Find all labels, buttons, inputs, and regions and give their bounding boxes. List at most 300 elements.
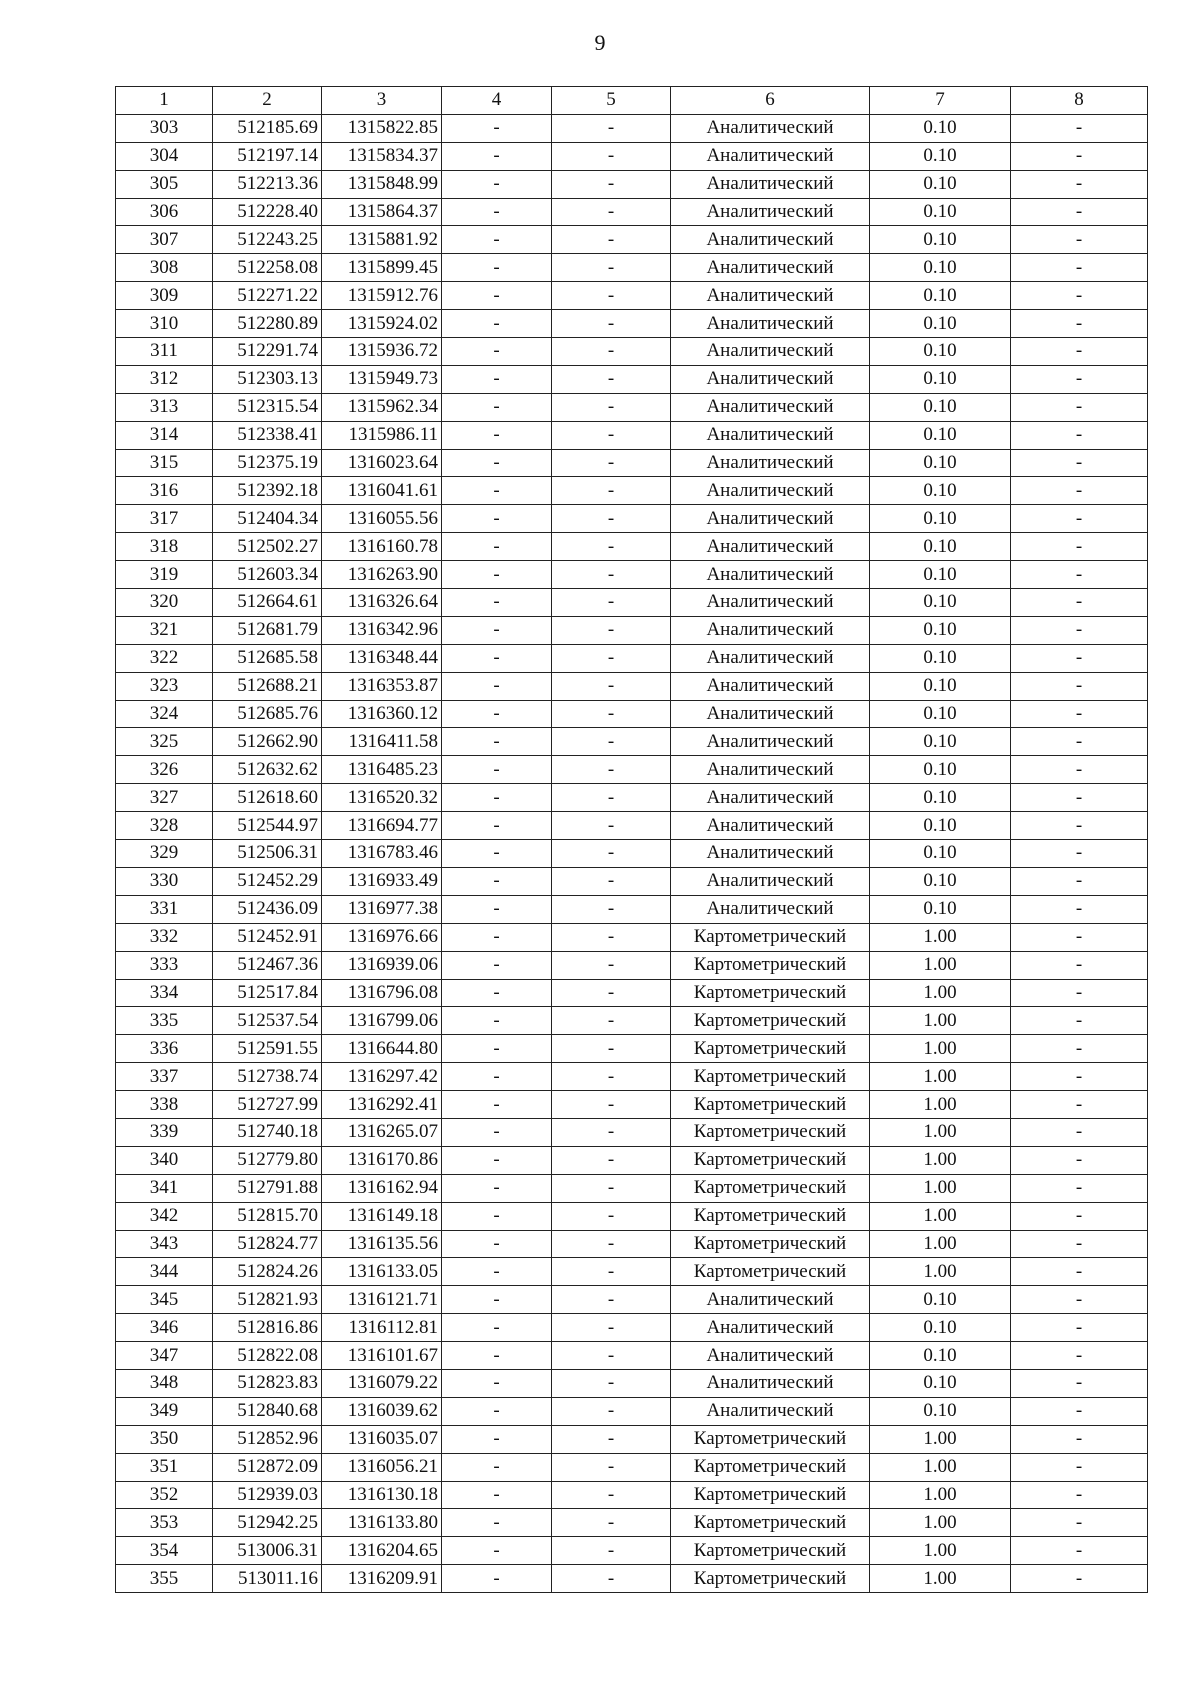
cell-col-8: -	[1011, 282, 1148, 310]
table-row	[116, 616, 1148, 644]
cell-accuracy: 0.10	[870, 114, 1011, 142]
cell-accuracy: 1.00	[870, 979, 1011, 1007]
cell-method: Аналитический	[671, 616, 870, 644]
cell-x-coordinate: 512852.96	[213, 1425, 322, 1453]
table-row	[116, 310, 1148, 338]
table-row	[116, 1258, 1148, 1286]
cell-col-4: -	[442, 1453, 552, 1481]
cell-method: Картометрический	[671, 1453, 870, 1481]
cell-col-4: -	[442, 1063, 552, 1091]
cell-point-number: 309	[116, 282, 213, 310]
cell-point-number: 337	[116, 1063, 213, 1091]
table-row	[116, 1202, 1148, 1230]
cell-col-5: -	[552, 477, 671, 505]
cell-col-4: -	[442, 142, 552, 170]
cell-accuracy: 0.10	[870, 589, 1011, 617]
cell-x-coordinate: 512392.18	[213, 477, 322, 505]
cell-col-4: -	[442, 1397, 552, 1425]
cell-col-8: -	[1011, 254, 1148, 282]
cell-accuracy: 0.10	[870, 895, 1011, 923]
cell-method: Аналитический	[671, 533, 870, 561]
cell-method: Картометрический	[671, 1063, 870, 1091]
cell-y-coordinate: 1315822.85	[322, 114, 442, 142]
column-header-8: 8	[1011, 87, 1148, 115]
cell-x-coordinate: 512228.40	[213, 198, 322, 226]
cell-x-coordinate: 512685.76	[213, 700, 322, 728]
cell-y-coordinate: 1315962.34	[322, 393, 442, 421]
table-row	[116, 393, 1148, 421]
cell-method: Аналитический	[671, 338, 870, 366]
table-row	[116, 895, 1148, 923]
cell-x-coordinate: 512338.41	[213, 421, 322, 449]
cell-x-coordinate: 512685.58	[213, 644, 322, 672]
table-row	[116, 1007, 1148, 1035]
cell-method: Картометрический	[671, 1481, 870, 1509]
cell-accuracy: 0.10	[870, 756, 1011, 784]
table-row	[116, 1063, 1148, 1091]
cell-col-8: -	[1011, 1063, 1148, 1091]
cell-x-coordinate: 512824.26	[213, 1258, 322, 1286]
cell-col-4: -	[442, 561, 552, 589]
cell-y-coordinate: 1316977.38	[322, 895, 442, 923]
table-row	[116, 1369, 1148, 1397]
cell-method: Аналитический	[671, 282, 870, 310]
cell-col-8: -	[1011, 114, 1148, 142]
cell-col-8: -	[1011, 421, 1148, 449]
table-row	[116, 1537, 1148, 1565]
cell-x-coordinate: 512185.69	[213, 114, 322, 142]
table-row	[116, 1425, 1148, 1453]
column-header-3: 3	[322, 87, 442, 115]
cell-method: Картометрический	[671, 1146, 870, 1174]
cell-y-coordinate: 1316023.64	[322, 449, 442, 477]
cell-point-number: 303	[116, 114, 213, 142]
cell-col-8: -	[1011, 1565, 1148, 1593]
cell-point-number: 323	[116, 672, 213, 700]
cell-col-4: -	[442, 505, 552, 533]
cell-method: Аналитический	[671, 114, 870, 142]
cell-col-5: -	[552, 449, 671, 477]
cell-x-coordinate: 512404.34	[213, 505, 322, 533]
cell-y-coordinate: 1316976.66	[322, 923, 442, 951]
cell-accuracy: 1.00	[870, 1174, 1011, 1202]
cell-accuracy: 0.10	[870, 477, 1011, 505]
cell-y-coordinate: 1316149.18	[322, 1202, 442, 1230]
cell-x-coordinate: 512591.55	[213, 1035, 322, 1063]
cell-point-number: 341	[116, 1174, 213, 1202]
table-row	[116, 254, 1148, 282]
cell-accuracy: 0.10	[870, 198, 1011, 226]
cell-x-coordinate: 512197.14	[213, 142, 322, 170]
cell-point-number: 311	[116, 338, 213, 366]
cell-col-4: -	[442, 840, 552, 868]
cell-y-coordinate: 1316035.07	[322, 1425, 442, 1453]
cell-col-5: -	[552, 784, 671, 812]
cell-col-4: -	[442, 114, 552, 142]
cell-point-number: 318	[116, 533, 213, 561]
cell-x-coordinate: 512815.70	[213, 1202, 322, 1230]
cell-method: Аналитический	[671, 142, 870, 170]
cell-point-number: 353	[116, 1509, 213, 1537]
cell-method: Картометрический	[671, 1230, 870, 1258]
cell-col-8: -	[1011, 1314, 1148, 1342]
table-row	[116, 867, 1148, 895]
cell-method: Аналитический	[671, 784, 870, 812]
cell-accuracy: 1.00	[870, 1537, 1011, 1565]
cell-col-8: -	[1011, 1258, 1148, 1286]
cell-col-4: -	[442, 365, 552, 393]
cell-point-number: 335	[116, 1007, 213, 1035]
table-row	[116, 923, 1148, 951]
cell-point-number: 349	[116, 1397, 213, 1425]
cell-col-8: -	[1011, 840, 1148, 868]
cell-col-4: -	[442, 1509, 552, 1537]
cell-method: Картометрический	[671, 1202, 870, 1230]
cell-col-8: -	[1011, 198, 1148, 226]
cell-point-number: 348	[116, 1369, 213, 1397]
cell-y-coordinate: 1315834.37	[322, 142, 442, 170]
cell-col-8: -	[1011, 226, 1148, 254]
cell-col-5: -	[552, 616, 671, 644]
cell-y-coordinate: 1316265.07	[322, 1118, 442, 1146]
cell-col-8: -	[1011, 505, 1148, 533]
cell-point-number: 316	[116, 477, 213, 505]
cell-col-4: -	[442, 756, 552, 784]
cell-method: Картометрический	[671, 923, 870, 951]
cell-x-coordinate: 513011.16	[213, 1565, 322, 1593]
cell-x-coordinate: 512375.19	[213, 449, 322, 477]
cell-x-coordinate: 512872.09	[213, 1453, 322, 1481]
cell-method: Аналитический	[671, 644, 870, 672]
cell-x-coordinate: 512506.31	[213, 840, 322, 868]
table-row	[116, 672, 1148, 700]
cell-y-coordinate: 1316292.41	[322, 1091, 442, 1119]
cell-point-number: 306	[116, 198, 213, 226]
cell-col-5: -	[552, 1286, 671, 1314]
cell-method: Аналитический	[671, 589, 870, 617]
cell-col-8: -	[1011, 589, 1148, 617]
cell-x-coordinate: 512502.27	[213, 533, 322, 561]
column-header-6: 6	[671, 87, 870, 115]
cell-col-5: -	[552, 867, 671, 895]
coordinates-table	[115, 86, 1148, 1593]
cell-point-number: 315	[116, 449, 213, 477]
cell-col-4: -	[442, 1342, 552, 1370]
cell-method: Картометрический	[671, 1537, 870, 1565]
table-row	[116, 449, 1148, 477]
cell-col-5: -	[552, 1397, 671, 1425]
cell-x-coordinate: 512618.60	[213, 784, 322, 812]
cell-accuracy: 1.00	[870, 1565, 1011, 1593]
cell-x-coordinate: 512436.09	[213, 895, 322, 923]
cell-point-number: 333	[116, 951, 213, 979]
cell-y-coordinate: 1316112.81	[322, 1314, 442, 1342]
cell-accuracy: 0.10	[870, 700, 1011, 728]
cell-accuracy: 0.10	[870, 644, 1011, 672]
cell-col-4: -	[442, 198, 552, 226]
cell-col-5: -	[552, 895, 671, 923]
cell-col-8: -	[1011, 672, 1148, 700]
cell-accuracy: 0.10	[870, 393, 1011, 421]
cell-accuracy: 1.00	[870, 1425, 1011, 1453]
table-row	[116, 840, 1148, 868]
cell-method: Аналитический	[671, 393, 870, 421]
cell-method: Аналитический	[671, 756, 870, 784]
cell-point-number: 352	[116, 1481, 213, 1509]
cell-x-coordinate: 512824.77	[213, 1230, 322, 1258]
cell-col-8: -	[1011, 310, 1148, 338]
cell-y-coordinate: 1316297.42	[322, 1063, 442, 1091]
cell-col-8: -	[1011, 895, 1148, 923]
cell-col-5: -	[552, 1314, 671, 1342]
cell-y-coordinate: 1315881.92	[322, 226, 442, 254]
table-row	[116, 951, 1148, 979]
cell-point-number: 310	[116, 310, 213, 338]
cell-x-coordinate: 512816.86	[213, 1314, 322, 1342]
cell-col-4: -	[442, 1425, 552, 1453]
cell-point-number: 351	[116, 1453, 213, 1481]
cell-col-8: -	[1011, 700, 1148, 728]
cell-x-coordinate: 512688.21	[213, 672, 322, 700]
cell-point-number: 343	[116, 1230, 213, 1258]
cell-y-coordinate: 1316209.91	[322, 1565, 442, 1593]
cell-x-coordinate: 512452.91	[213, 923, 322, 951]
table-row	[116, 1118, 1148, 1146]
cell-y-coordinate: 1315924.02	[322, 310, 442, 338]
cell-col-4: -	[442, 477, 552, 505]
cell-col-5: -	[552, 1007, 671, 1035]
cell-col-8: -	[1011, 1146, 1148, 1174]
cell-point-number: 313	[116, 393, 213, 421]
cell-accuracy: 1.00	[870, 1481, 1011, 1509]
cell-col-4: -	[442, 310, 552, 338]
cell-accuracy: 1.00	[870, 1509, 1011, 1537]
table-row	[116, 1453, 1148, 1481]
cell-col-4: -	[442, 951, 552, 979]
cell-method: Картометрический	[671, 1091, 870, 1119]
cell-accuracy: 0.10	[870, 812, 1011, 840]
cell-accuracy: 0.10	[870, 1314, 1011, 1342]
cell-method: Картометрический	[671, 951, 870, 979]
cell-col-8: -	[1011, 338, 1148, 366]
cell-point-number: 347	[116, 1342, 213, 1370]
cell-accuracy: 0.10	[870, 170, 1011, 198]
cell-y-coordinate: 1316039.62	[322, 1397, 442, 1425]
cell-x-coordinate: 512517.84	[213, 979, 322, 1007]
cell-accuracy: 1.00	[870, 1118, 1011, 1146]
cell-col-8: -	[1011, 728, 1148, 756]
cell-accuracy: 0.10	[870, 310, 1011, 338]
cell-accuracy: 0.10	[870, 282, 1011, 310]
cell-col-5: -	[552, 114, 671, 142]
cell-point-number: 339	[116, 1118, 213, 1146]
cell-col-4: -	[442, 254, 552, 282]
cell-accuracy: 0.10	[870, 505, 1011, 533]
cell-col-8: -	[1011, 1118, 1148, 1146]
cell-col-4: -	[442, 393, 552, 421]
cell-accuracy: 0.10	[870, 421, 1011, 449]
cell-y-coordinate: 1316326.64	[322, 589, 442, 617]
table-row	[116, 1509, 1148, 1537]
cell-y-coordinate: 1316520.32	[322, 784, 442, 812]
cell-method: Аналитический	[671, 505, 870, 533]
cell-method: Аналитический	[671, 477, 870, 505]
cell-y-coordinate: 1316360.12	[322, 700, 442, 728]
cell-method: Аналитический	[671, 1286, 870, 1314]
table-body	[116, 114, 1148, 1592]
cell-accuracy: 1.00	[870, 1091, 1011, 1119]
cell-point-number: 327	[116, 784, 213, 812]
cell-method: Аналитический	[671, 895, 870, 923]
cell-col-5: -	[552, 170, 671, 198]
cell-y-coordinate: 1316644.80	[322, 1035, 442, 1063]
cell-point-number: 308	[116, 254, 213, 282]
cell-x-coordinate: 512727.99	[213, 1091, 322, 1119]
table-row	[116, 784, 1148, 812]
table-row	[116, 756, 1148, 784]
cell-col-5: -	[552, 282, 671, 310]
table-row	[116, 812, 1148, 840]
cell-col-5: -	[552, 1425, 671, 1453]
cell-col-8: -	[1011, 1230, 1148, 1258]
cell-col-4: -	[442, 672, 552, 700]
cell-method: Аналитический	[671, 1369, 870, 1397]
cell-x-coordinate: 512544.97	[213, 812, 322, 840]
cell-y-coordinate: 1316411.58	[322, 728, 442, 756]
cell-y-coordinate: 1316799.06	[322, 1007, 442, 1035]
cell-accuracy: 0.10	[870, 254, 1011, 282]
cell-point-number: 312	[116, 365, 213, 393]
cell-point-number: 314	[116, 421, 213, 449]
cell-y-coordinate: 1316133.80	[322, 1509, 442, 1537]
cell-point-number: 354	[116, 1537, 213, 1565]
cell-col-4: -	[442, 644, 552, 672]
cell-col-5: -	[552, 1118, 671, 1146]
table-row	[116, 561, 1148, 589]
cell-col-4: -	[442, 1007, 552, 1035]
cell-accuracy: 1.00	[870, 951, 1011, 979]
cell-point-number: 331	[116, 895, 213, 923]
cell-method: Картометрический	[671, 1425, 870, 1453]
cell-y-coordinate: 1316170.86	[322, 1146, 442, 1174]
cell-accuracy: 1.00	[870, 923, 1011, 951]
cell-y-coordinate: 1316783.46	[322, 840, 442, 868]
cell-y-coordinate: 1316056.21	[322, 1453, 442, 1481]
cell-col-4: -	[442, 282, 552, 310]
cell-col-5: -	[552, 1174, 671, 1202]
cell-y-coordinate: 1315949.73	[322, 365, 442, 393]
cell-y-coordinate: 1316939.06	[322, 951, 442, 979]
column-header-1: 1	[116, 87, 213, 115]
cell-point-number: 320	[116, 589, 213, 617]
cell-accuracy: 0.10	[870, 672, 1011, 700]
cell-point-number: 330	[116, 867, 213, 895]
cell-y-coordinate: 1316160.78	[322, 533, 442, 561]
cell-accuracy: 1.00	[870, 1202, 1011, 1230]
cell-method: Картометрический	[671, 1174, 870, 1202]
table-row	[116, 589, 1148, 617]
cell-col-4: -	[442, 1146, 552, 1174]
cell-x-coordinate: 512681.79	[213, 616, 322, 644]
table-row	[116, 1035, 1148, 1063]
cell-col-4: -	[442, 979, 552, 1007]
table-row	[116, 226, 1148, 254]
table-row	[116, 114, 1148, 142]
cell-method: Аналитический	[671, 728, 870, 756]
cell-col-5: -	[552, 1063, 671, 1091]
cell-accuracy: 0.10	[870, 728, 1011, 756]
table-row	[116, 1286, 1148, 1314]
cell-y-coordinate: 1316101.67	[322, 1342, 442, 1370]
cell-col-4: -	[442, 812, 552, 840]
cell-method: Аналитический	[671, 840, 870, 868]
cell-point-number: 322	[116, 644, 213, 672]
cell-method: Аналитический	[671, 867, 870, 895]
cell-x-coordinate: 512822.08	[213, 1342, 322, 1370]
cell-point-number: 324	[116, 700, 213, 728]
cell-col-8: -	[1011, 142, 1148, 170]
cell-col-4: -	[442, 1118, 552, 1146]
cell-x-coordinate: 512632.62	[213, 756, 322, 784]
cell-col-5: -	[552, 728, 671, 756]
cell-method: Картометрический	[671, 1118, 870, 1146]
cell-col-4: -	[442, 533, 552, 561]
cell-accuracy: 0.10	[870, 561, 1011, 589]
cell-col-4: -	[442, 421, 552, 449]
cell-x-coordinate: 512840.68	[213, 1397, 322, 1425]
cell-col-8: -	[1011, 1425, 1148, 1453]
cell-method: Аналитический	[671, 421, 870, 449]
cell-point-number: 319	[116, 561, 213, 589]
cell-col-8: -	[1011, 1174, 1148, 1202]
cell-accuracy: 0.10	[870, 1342, 1011, 1370]
cell-accuracy: 0.10	[870, 226, 1011, 254]
cell-col-8: -	[1011, 756, 1148, 784]
cell-col-8: -	[1011, 365, 1148, 393]
cell-col-8: -	[1011, 1397, 1148, 1425]
cell-col-8: -	[1011, 616, 1148, 644]
table-row	[116, 979, 1148, 1007]
cell-x-coordinate: 512662.90	[213, 728, 322, 756]
cell-x-coordinate: 513006.31	[213, 1537, 322, 1565]
column-header-2: 2	[213, 87, 322, 115]
cell-col-8: -	[1011, 951, 1148, 979]
cell-col-5: -	[552, 1342, 671, 1370]
cell-y-coordinate: 1315848.99	[322, 170, 442, 198]
table-row	[116, 1146, 1148, 1174]
cell-y-coordinate: 1316796.08	[322, 979, 442, 1007]
cell-method: Аналитический	[671, 226, 870, 254]
cell-accuracy: 0.10	[870, 867, 1011, 895]
cell-point-number: 304	[116, 142, 213, 170]
cell-col-8: -	[1011, 561, 1148, 589]
cell-col-8: -	[1011, 1509, 1148, 1537]
cell-col-8: -	[1011, 1481, 1148, 1509]
cell-col-5: -	[552, 756, 671, 784]
cell-accuracy: 0.10	[870, 338, 1011, 366]
cell-y-coordinate: 1316135.56	[322, 1230, 442, 1258]
cell-col-4: -	[442, 589, 552, 617]
cell-y-coordinate: 1316353.87	[322, 672, 442, 700]
cell-point-number: 317	[116, 505, 213, 533]
cell-method: Аналитический	[671, 170, 870, 198]
cell-col-5: -	[552, 1258, 671, 1286]
cell-point-number: 328	[116, 812, 213, 840]
cell-col-5: -	[552, 923, 671, 951]
cell-accuracy: 1.00	[870, 1453, 1011, 1481]
cell-point-number: 305	[116, 170, 213, 198]
table-row	[116, 644, 1148, 672]
